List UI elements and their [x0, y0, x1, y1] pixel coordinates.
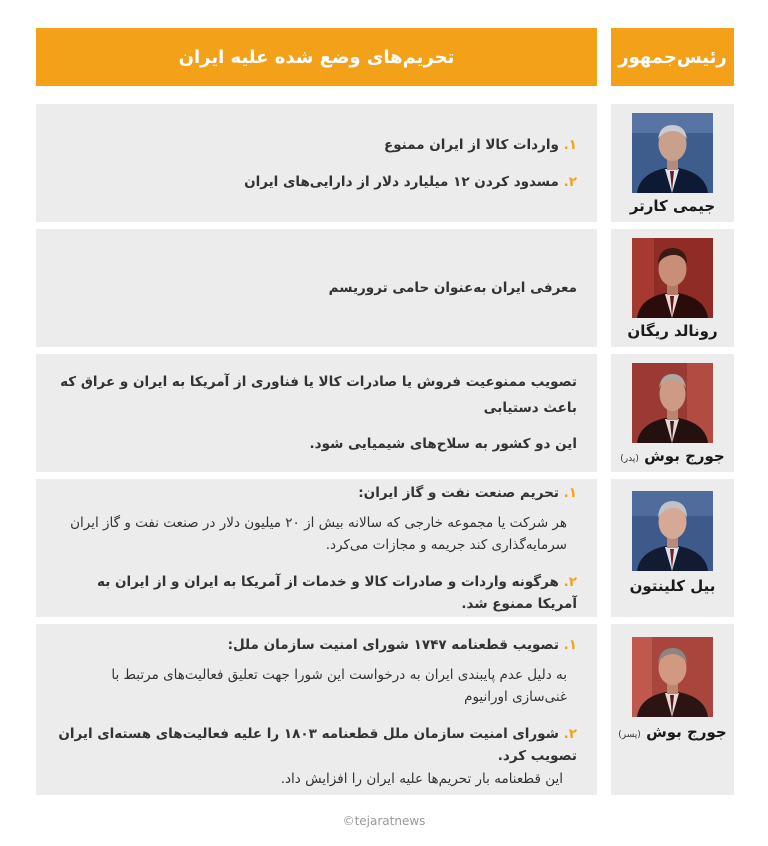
president-name: جیمی کارتر [629, 197, 716, 215]
item-number: ۲. [563, 173, 577, 190]
item-number: ۲. [563, 573, 577, 590]
item-number: ۲. [563, 725, 577, 742]
president-name [611, 723, 734, 741]
item-text: تصویب قطعنامه ۱۷۴۷ شورای امنیت سازمان ملل: [227, 636, 559, 653]
sanctions-cell-bush-jr [36, 624, 597, 795]
president-tag: (پدر) [620, 454, 639, 464]
sanction-item [54, 134, 577, 156]
sanctions-cell-carter [36, 104, 597, 222]
sanction-item [54, 482, 577, 504]
president-name: بیل کلینتون [629, 577, 716, 595]
sanction-sub [54, 664, 577, 708]
president-photo-bush-sr [632, 363, 713, 443]
item-text: شورای امنیت سازمان ملل قطعنامه ۱۸۰۳ را علیه فعالیت‌های هسته‌ای ایران تصویب کرد. [58, 725, 577, 764]
president-photo-bush-jr [632, 637, 713, 717]
sub-line: این قطعنامه بار تحریم‌ها علیه ایران را افزایش داد. [280, 770, 563, 787]
item-number: ۱. [563, 484, 577, 501]
sanctions-cell-clinton [36, 479, 597, 617]
sanctions-cell-reagan [36, 229, 597, 347]
president-name: رونالد ریگان [627, 322, 718, 340]
president-cell-bush-sr [611, 354, 734, 472]
sanction-item [54, 723, 577, 767]
sanctions-cell-bush-sr [36, 354, 597, 472]
item-text: تحریم صنعت نفت و گاز ایران: [358, 484, 559, 501]
sanction-item [54, 634, 577, 656]
header-president [611, 28, 734, 86]
president-cell-clinton [611, 479, 734, 617]
sub-line: سرمایه‌گذاری کند جریمه و مجازات می‌کرد. [325, 536, 567, 553]
item-text: هرگونه واردات و صادرات کالا و خدمات از آمریکا به ایران و از ایران به آمریکا ممنوع شد. [97, 573, 577, 612]
sanction-sub [54, 512, 577, 556]
item-number: ۱. [563, 636, 577, 653]
header-sanctions-label: تحریم‌های وضع شده علیه ایران [178, 46, 455, 68]
item-text: واردات کالا از ایران ممنوع [383, 136, 559, 153]
sanction-item [54, 571, 577, 615]
sanction-line: این دو کشور به سلاح‌های شیمیایی شود. [309, 436, 577, 452]
president-photo-clinton [632, 491, 713, 571]
sanction-line: تصویب ممنوعیت فروش یا صادرات کالا یا فناوری از آمریکا به ایران و عراق که باعث دستیابی [60, 374, 577, 416]
president-cell-carter [611, 104, 734, 222]
sanction-text: معرفی ایران به‌عنوان حامی تروریسم [328, 280, 577, 296]
president-cell-reagan [611, 229, 734, 347]
header-president-label: رئیس‌جمهور [618, 46, 727, 68]
president-cell-bush-jr [611, 624, 734, 795]
president-name [611, 447, 734, 465]
footer-credit: ©tejaratnews [342, 814, 426, 828]
president-photo-reagan [632, 238, 713, 318]
president-tag: (پسر) [618, 730, 641, 740]
item-number: ۱. [563, 136, 577, 153]
president-name-text: جورج بوش [644, 447, 725, 465]
sub-line: غنی‌سازی اورانیوم [464, 688, 567, 705]
sub-line: به دلیل عدم پایبندی ایران به درخواست این شورا جهت تعلیق فعالیت‌های مرتبط با [111, 666, 567, 683]
sub-line: هر شرکت یا مجموعه خارجی که سالانه بیش از ۲۰ میلیون دلار در صنعت نفت و گاز ایران [70, 514, 567, 531]
president-photo-carter [632, 113, 713, 193]
header-sanctions [36, 28, 597, 86]
president-name-text: جورج بوش [646, 723, 727, 741]
item-text: مسدود کردن ۱۲ میلیارد دلار از دارایی‌های ایران [244, 173, 559, 190]
sanction-item [54, 171, 577, 193]
